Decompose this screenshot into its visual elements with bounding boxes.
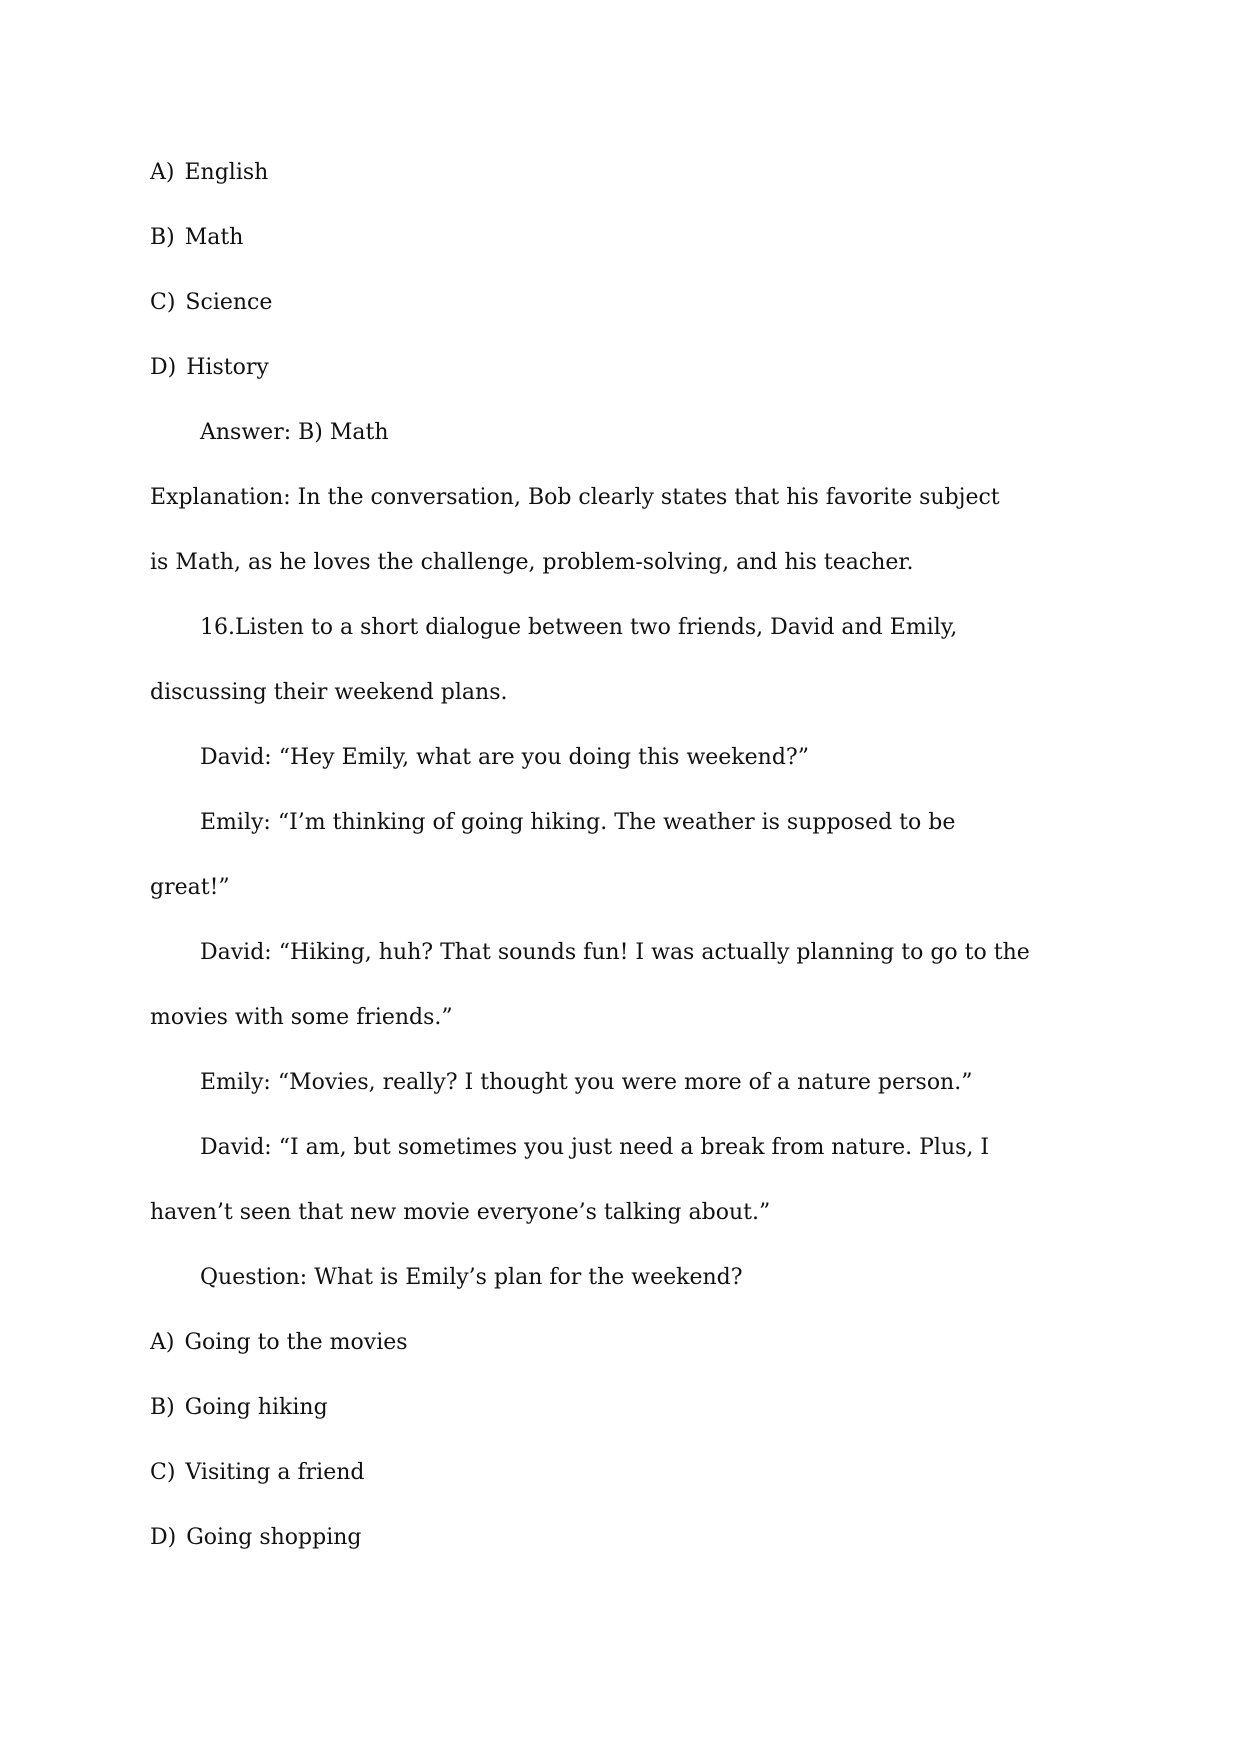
option-text: Visiting a friend [185,1460,365,1485]
option-label: A) [150,160,175,185]
dialogue-line-david-2-cont: movies with some friends.” [150,1005,453,1030]
q15-explanation-line-1: Explanation: In the conversation, Bob clearly states that his favorite subject [150,485,1000,510]
dialogue-line-emily-1: Emily: “I’m thinking of going hiking. The weather is supposed to be [200,810,956,835]
q16-option-c [150,1440,1100,1505]
dialogue-line-david-1: David: “Hey Emily, what are you doing this weekend?” [200,745,809,770]
q16-option-a [150,1310,1100,1375]
q15-option-d [150,335,1100,400]
option-label: B) [150,225,175,250]
document-content [150,140,1100,1570]
option-label: D) [150,1525,177,1550]
dialogue-line-emily-2: Emily: “Movies, really? I thought you were more of a nature person.” [200,1070,973,1095]
option-text: Going shopping [186,1525,362,1550]
option-label: A) [150,1330,175,1355]
q16-intro-line-1: 16.Listen to a short dialogue between two friends, David and Emily, [200,615,958,640]
dialogue-line-david-3-cont: haven’t seen that new movie everyone’s talking about.” [150,1200,771,1225]
option-label: C) [150,1460,176,1485]
q15-option-a [150,140,1100,205]
q16-intro-line-2: discussing their weekend plans. [150,680,508,705]
q15-explanation-line-2: is Math, as he loves the challenge, problem-solving, and his teacher. [150,550,914,575]
option-label: D) [150,355,177,380]
option-label: C) [150,290,176,315]
dialogue-line-david-3: David: “I am, but sometimes you just need a break from nature. Plus, I [200,1135,990,1160]
q15-option-b [150,205,1100,270]
option-text: Math [184,225,244,250]
option-label: B) [150,1395,175,1420]
dialogue-line-emily-1-cont: great!” [150,875,230,900]
q16-option-d [150,1505,1100,1570]
option-text: English [184,160,269,185]
q16-question: Question: What is Emily’s plan for the weekend? [200,1265,743,1290]
q15-answer: Answer: B) Math [200,420,389,445]
option-text: Science [185,290,273,315]
dialogue-line-david-2: David: “Hiking, huh? That sounds fun! I was actually planning to go to the [200,940,1030,965]
q16-option-b [150,1375,1100,1440]
option-text: History [186,355,269,380]
option-text: Going to the movies [184,1330,408,1355]
q15-option-c [150,270,1100,335]
option-text: Going hiking [184,1395,328,1420]
